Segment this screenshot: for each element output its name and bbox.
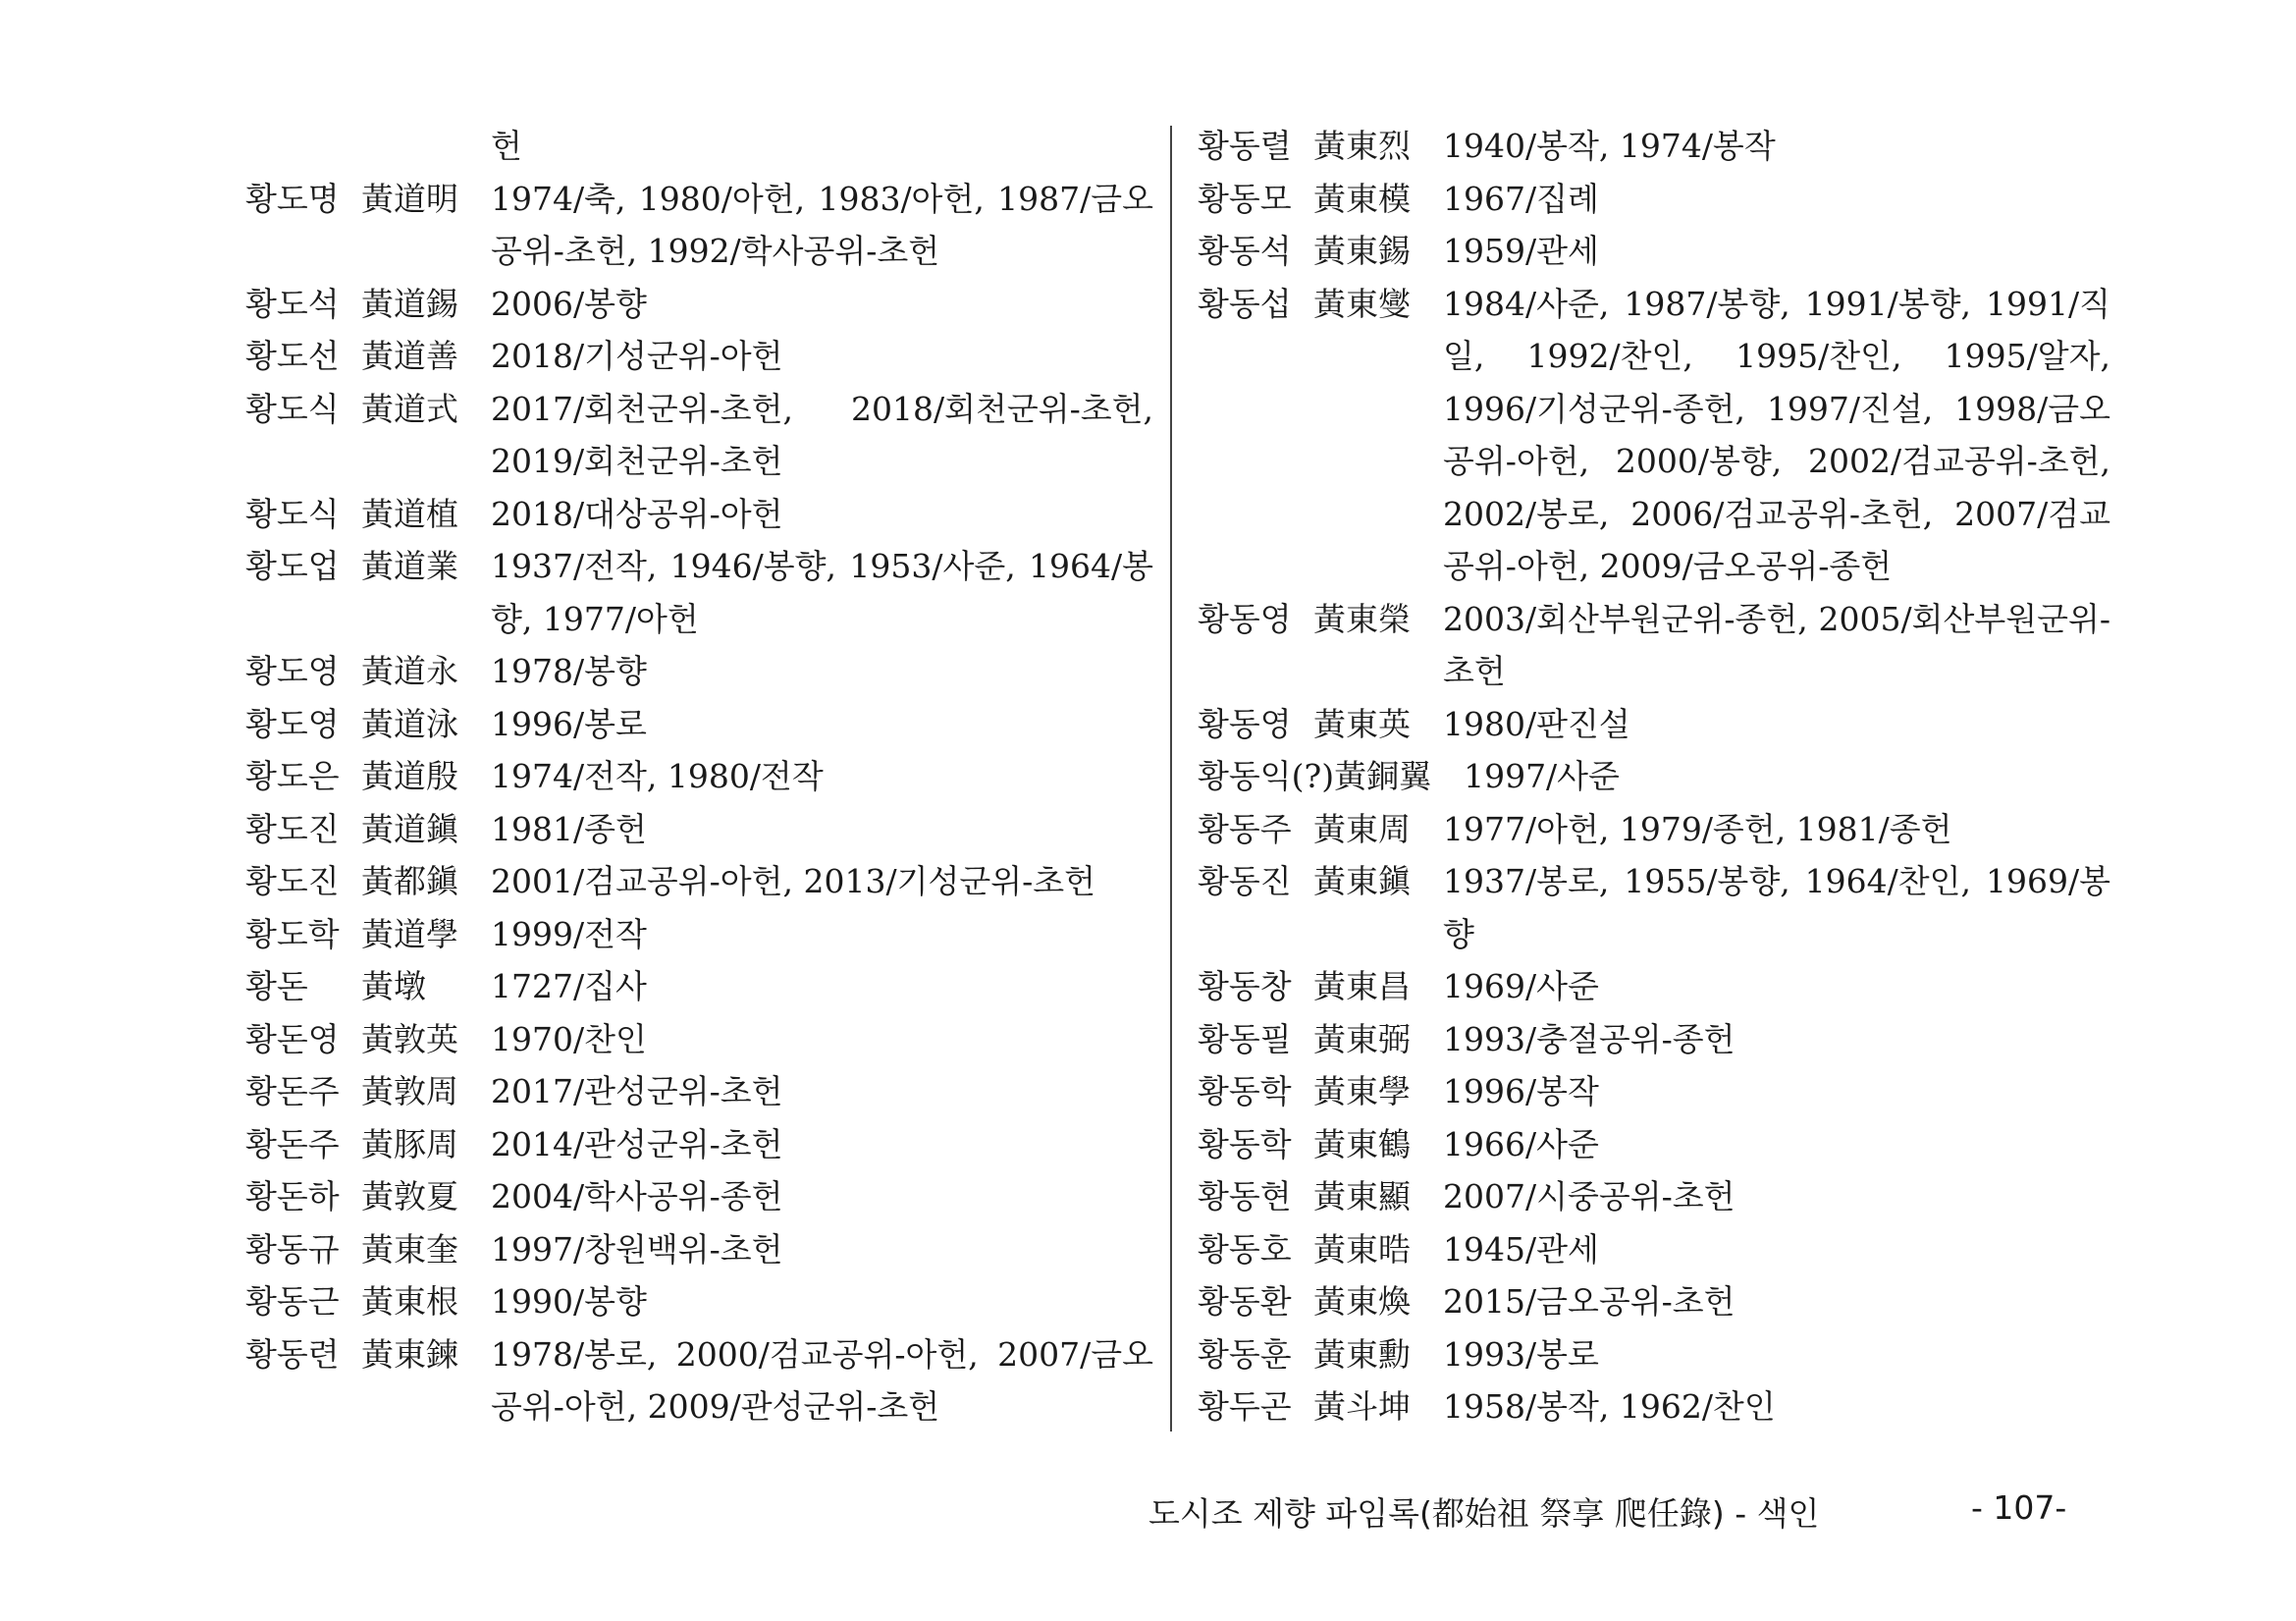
hanja-name: 黃東弼	[1313, 1019, 1411, 1058]
korean-name: 황돈주	[245, 1072, 340, 1110]
records: 1993/봉로	[1443, 1334, 1599, 1374]
korean-name: 황도식	[245, 389, 340, 428]
korean-name: 황동근	[245, 1282, 340, 1321]
korean-name: 황동환	[1198, 1282, 1292, 1321]
records: 1969/사준	[1443, 967, 1599, 1005]
korean-name: 황도영	[245, 704, 340, 743]
index-entry	[245, 750, 1153, 803]
records: 2007/시중공위-초헌	[1443, 1177, 1735, 1216]
records: 2006/봉향	[491, 284, 647, 323]
korean-name: 황도명	[245, 179, 340, 218]
index-entry	[245, 1275, 1153, 1328]
korean-name: 황동련	[245, 1334, 340, 1374]
index-entry	[1198, 960, 2110, 1013]
korean-name: 황동학	[1198, 1124, 1292, 1163]
records: 2003/회산부원군위-종헌, 2005/회산부원군위-초헌	[1443, 599, 2110, 690]
index-entry	[1198, 698, 2110, 751]
index-entry	[1198, 1065, 2110, 1118]
column-divider	[1170, 126, 1172, 1432]
hanja-name: 黃東奎	[361, 1229, 458, 1269]
hanja-name: 黃東顯	[1313, 1177, 1411, 1216]
records: 2018/기성군위-아헌	[491, 337, 783, 375]
index-entry	[245, 120, 1153, 173]
index-entry	[245, 1118, 1153, 1171]
records: 1966/사준	[1443, 1124, 1599, 1163]
hanja-name: 黃道泳	[361, 704, 458, 743]
index-entry	[1198, 1170, 2110, 1223]
hanja-name: 黃東學	[1313, 1072, 1411, 1110]
korean-name: 황도은	[245, 757, 340, 795]
records: 1937/봉로, 1955/봉향, 1964/찬인, 1969/봉향	[1443, 862, 2110, 953]
index-entry	[1198, 1118, 2110, 1171]
hanja-name: 黃東根	[361, 1282, 458, 1321]
korean-name: 황도식	[245, 494, 340, 533]
index-entry	[245, 855, 1153, 908]
records: 1967/집례	[1443, 179, 1599, 218]
hanja-name: 黃道鎭	[361, 809, 458, 848]
index-entry	[1198, 593, 2110, 698]
korean-name: 황도업	[245, 547, 340, 585]
records: 2017/관성군위-초헌	[491, 1072, 783, 1110]
index-entry	[1198, 1275, 2110, 1328]
index-entry	[245, 1170, 1153, 1223]
records: 1990/봉향	[491, 1282, 647, 1321]
hanja-name: 黃敦英	[361, 1019, 458, 1058]
records: 1974/축, 1980/아헌, 1983/아헌, 1987/금오공위-초헌, 1992/학사공위-초헌	[491, 179, 1153, 270]
hanja-name: 黃道植	[361, 494, 458, 533]
index-entry	[245, 488, 1153, 541]
index-entry	[1198, 173, 2110, 226]
korean-name: 황도선	[245, 337, 340, 375]
hanja-name: 黃東烈	[1313, 127, 1411, 165]
index-entry	[245, 645, 1153, 698]
records: 1977/아헌, 1979/종헌, 1981/종헌	[1443, 809, 1952, 848]
index-entry	[245, 540, 1153, 645]
records: 1945/관세	[1443, 1229, 1599, 1269]
records: 2004/학사공위-종헌	[491, 1177, 783, 1216]
hanja-name: 黃東周	[1313, 809, 1411, 848]
index-entry	[1198, 278, 2110, 593]
records: 1970/찬인	[491, 1019, 647, 1058]
korean-name: 황돈영	[245, 1019, 340, 1058]
index-entry	[245, 278, 1153, 331]
records: 1937/전작, 1946/봉향, 1953/사준, 1964/봉향, 1977/아헌	[491, 547, 1153, 638]
index-entry	[1198, 750, 2110, 803]
hanja-name: 黃東昌	[1313, 967, 1411, 1005]
korean-name: 황동훈	[1198, 1334, 1292, 1374]
hanja-name: 黃東鶴	[1313, 1124, 1411, 1163]
index-entry	[245, 1223, 1153, 1276]
korean-name: 황돈	[245, 967, 308, 1005]
korean-name: 황도진	[245, 809, 340, 848]
index-entry	[1198, 1328, 2110, 1381]
page-number: - 107-	[1971, 1488, 2067, 1527]
records: 1727/집사	[491, 967, 647, 1005]
running-footer-title: 도시조 제향 파임록(都始祖 祭享 爬任錄) - 색인	[1148, 1494, 1820, 1533]
korean-name: 황도학	[245, 914, 340, 953]
records: 1958/봉작, 1962/찬인	[1443, 1387, 1776, 1426]
records: 1984/사준, 1987/봉향, 1991/봉향, 1991/직일, 1992/찬인, 1995/찬인, 1995/알자, 1996/기성군위-종헌, 1997/진설, 1998/금오공위-아헌, 2000/봉향, 2002/검교공위-초헌, 2002/봉로, 2006/검교공위-초헌, 2007/검교공위-아헌, 2009/금오공위-종헌	[1443, 284, 2110, 585]
records: 1981/종헌	[491, 809, 647, 848]
korean-name: 황돈주	[245, 1124, 340, 1163]
index-entry	[1198, 1380, 2110, 1433]
korean-name: 황동필	[1198, 1019, 1292, 1058]
korean-name: 황도영	[245, 652, 340, 690]
hanja-name: 黃道式	[361, 389, 458, 428]
records: 1999/전작	[491, 914, 647, 953]
index-entry	[1198, 855, 2110, 960]
korean-name: 황두곤	[1198, 1387, 1292, 1426]
records: 1980/판진설	[1443, 704, 1630, 743]
korean-name: 황돈하	[245, 1177, 340, 1216]
index-entry	[1198, 120, 2110, 173]
korean-name: 황동익(?)	[1198, 757, 1335, 795]
korean-name: 황동호	[1198, 1229, 1292, 1269]
index-entry	[245, 803, 1153, 856]
records: 2017/회천군위-초헌, 2018/회천군위-초헌, 2019/회천군위-초헌	[491, 389, 1153, 480]
hanja-name: 黃道錫	[361, 284, 458, 323]
hanja-name: 黃東英	[1313, 704, 1411, 743]
korean-name: 황동섭	[1198, 284, 1292, 323]
records: 2001/검교공위-아헌, 2013/기성군위-초헌	[491, 862, 1096, 900]
korean-name: 황도석	[245, 284, 340, 323]
korean-name: 황동주	[1198, 809, 1292, 848]
hanja-name: 黃東煥	[1313, 1282, 1411, 1321]
index-entry	[245, 173, 1153, 278]
hanja-name: 黃東勳	[1313, 1334, 1411, 1374]
korean-name: 황동규	[245, 1229, 340, 1269]
index-entry	[1198, 225, 2110, 278]
hanja-name: 黃東錫	[1313, 232, 1411, 270]
index-entry	[245, 1065, 1153, 1118]
index-column-right	[1198, 120, 2110, 1433]
index-entry	[245, 1013, 1153, 1066]
records: 1997/창원백위-초헌	[491, 1229, 783, 1269]
records: 1996/봉작	[1443, 1072, 1599, 1110]
records: 1940/봉작, 1974/봉작	[1443, 127, 1776, 165]
hanja-name: 黃道殷	[361, 757, 458, 795]
records: 2015/금오공위-초헌	[1443, 1282, 1735, 1321]
hanja-name: 黃東鍊	[361, 1334, 458, 1374]
korean-name: 황동영	[1198, 599, 1292, 638]
hanja-name: 黃敦周	[361, 1072, 458, 1110]
korean-name: 황동석	[1198, 232, 1292, 270]
korean-name: 황동렬	[1198, 127, 1292, 165]
index-entry	[245, 1328, 1153, 1433]
index-entry	[1198, 803, 2110, 856]
korean-name: 황동진	[1198, 862, 1292, 900]
hanja-name: 黃豚周	[361, 1124, 458, 1163]
index-entry	[1198, 1013, 2110, 1066]
index-column-left	[245, 120, 1153, 1433]
records: 헌	[491, 127, 522, 165]
records: 2014/관성군위-초헌	[491, 1124, 783, 1163]
hanja-name: 黃道善	[361, 337, 458, 375]
korean-name: 황동현	[1198, 1177, 1292, 1216]
korean-name: 황동영	[1198, 704, 1292, 743]
hanja-name: 黃道明	[361, 179, 458, 218]
hanja-name: 黃道永	[361, 652, 458, 690]
index-entry	[245, 383, 1153, 488]
korean-name: 황동창	[1198, 967, 1292, 1005]
records: 2018/대상공위-아헌	[491, 494, 783, 533]
index-entry	[245, 330, 1153, 383]
records: 1997/사준	[1464, 757, 1620, 795]
index-entry	[245, 908, 1153, 961]
index-entry	[1198, 1223, 2110, 1276]
index-entry	[245, 960, 1153, 1013]
records: 1959/관세	[1443, 232, 1599, 270]
hanja-name: 黃東鎭	[1313, 862, 1411, 900]
hanja-name: 黃東燮	[1313, 284, 1411, 323]
records: 1978/봉로, 2000/검교공위-아헌, 2007/금오공위-아헌, 2009/관성군위-초헌	[491, 1334, 1153, 1426]
hanja-name: 黃都鎭	[361, 862, 458, 900]
hanja-name: 黃東榮	[1313, 599, 1411, 638]
korean-name: 황동학	[1198, 1072, 1292, 1110]
hanja-name: 黃斗坤	[1313, 1387, 1411, 1426]
index-entry	[245, 698, 1153, 751]
hanja-name: 黃東晧	[1313, 1229, 1411, 1269]
records: 1993/충절공위-종헌	[1443, 1019, 1735, 1058]
hanja-name: 黃東模	[1313, 179, 1411, 218]
records: 1996/봉로	[491, 704, 647, 743]
korean-name: 황도진	[245, 862, 340, 900]
records: 1974/전작, 1980/전작	[491, 757, 824, 795]
hanja-name: 黃道學	[361, 914, 458, 953]
hanja-name: 黃墩	[361, 967, 426, 1005]
records: 1978/봉향	[491, 652, 647, 690]
hanja-name: 黃道業	[361, 547, 458, 585]
korean-name: 황동모	[1198, 179, 1292, 218]
hanja-name: 黃銅翼	[1334, 757, 1432, 795]
hanja-name: 黃敦夏	[361, 1177, 458, 1216]
